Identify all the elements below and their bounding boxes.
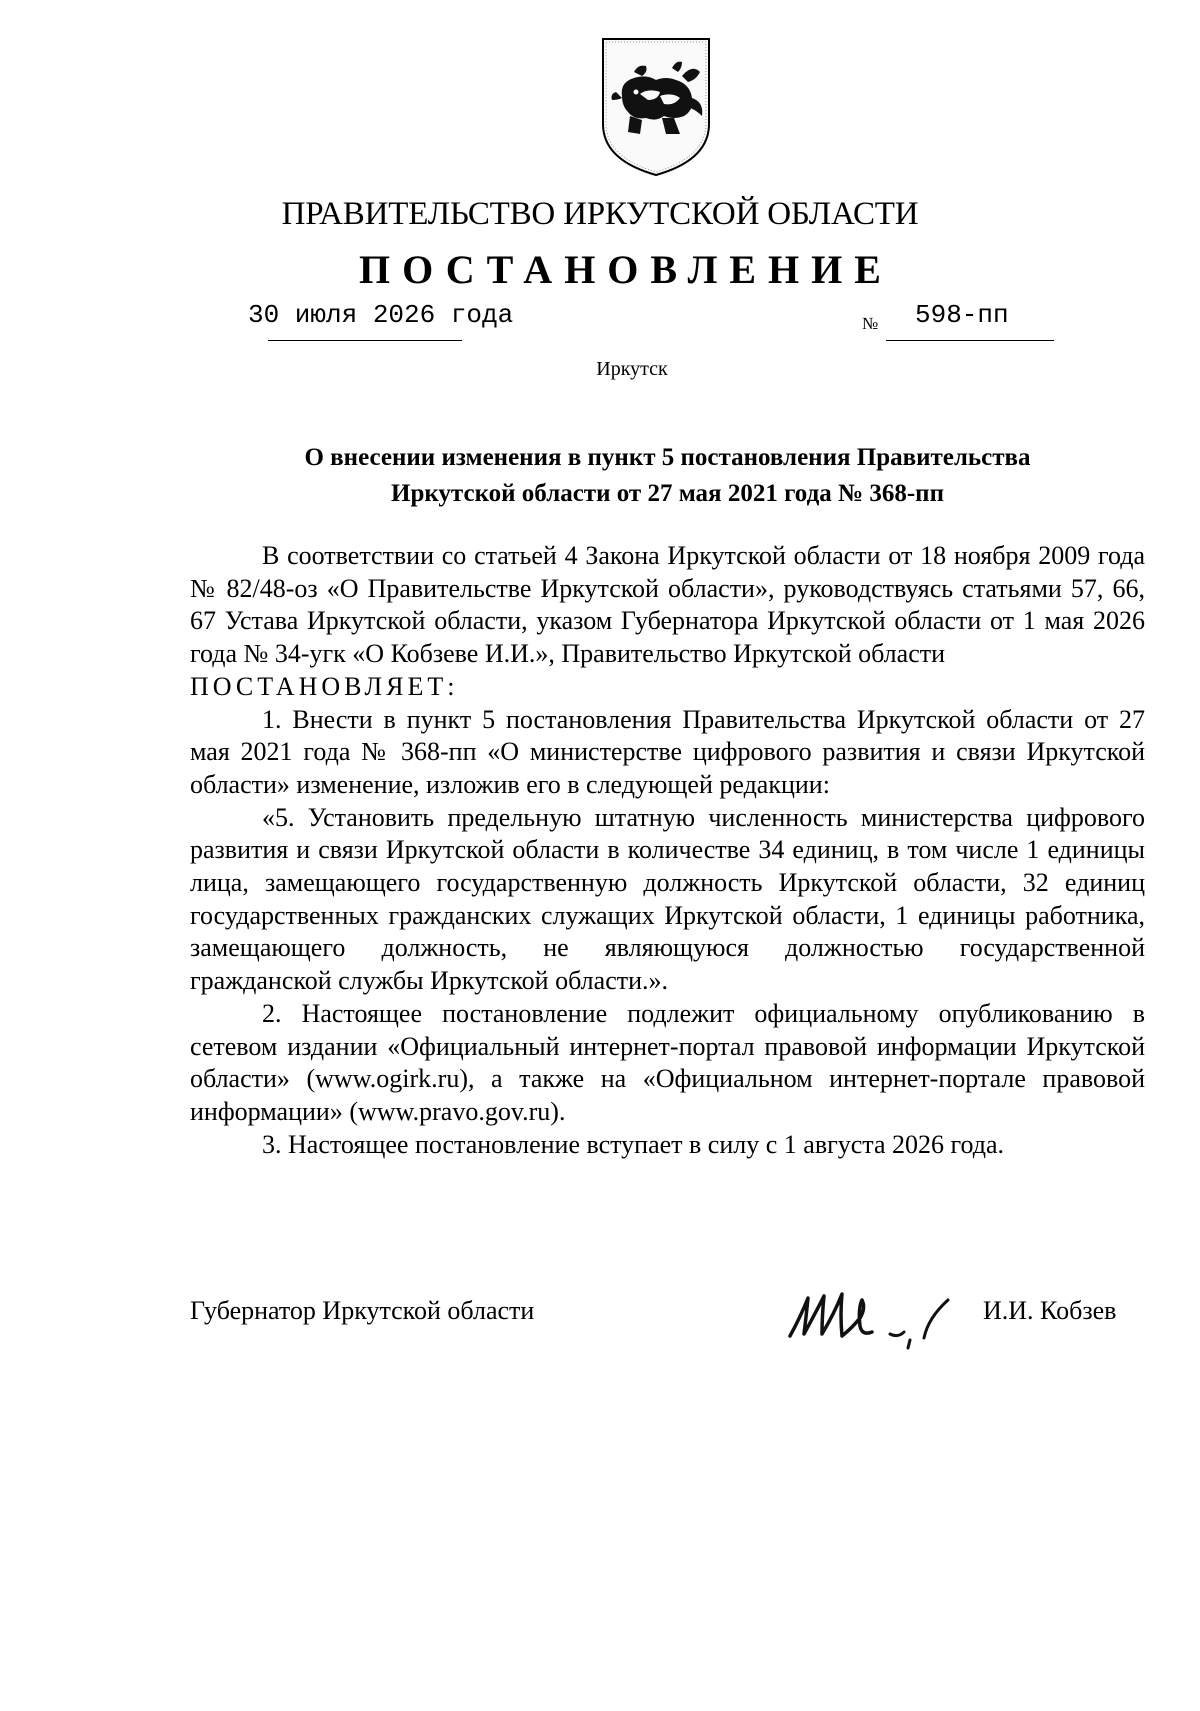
document-subject	[190, 440, 1145, 512]
signatory-name: И.И. Кобзев	[983, 1296, 1117, 1325]
date-underline	[268, 340, 462, 341]
subject-line-2: Иркутской области от 27 мая 2021 года № 368-пп	[391, 480, 944, 507]
document-body	[190, 540, 1145, 1161]
preamble-paragraph: В соответствии со статьей 4 Закона Иркутской области от 18 ноября 2009 года № 82/48-оз «О Правительстве Иркутской области», руководствуясь статьями 57, 66, 67 Устава Иркутской области, указом Губернатора Иркутской области от 1 мая 2026 года № 34-угк «О Кобзеве И.И.», Правительство Иркутской области	[190, 541, 1145, 669]
organization-name: ПРАВИТЕЛЬСТВО ИРКУТСКОЙ ОБЛАСТИ	[281, 196, 919, 232]
document-type: ПОСТАНОВЛЕНИЕ	[359, 247, 893, 292]
item-2-paragraph: 2. Настоящее постановление подлежит официальному опубликованию в сетевом издании «Официальный интернет-портал правовой информации Иркутской области» (www.ogirk.ru), а также на «Официальном интернет-портале правовой информации» (www.pravo.gov.ru).	[190, 998, 1145, 1126]
item-1-paragraph: 1. Внести в пункт 5 постановления Правительства Иркутской области от 27 мая 2021 года № 368-пп «О министерстве цифрового развития и связи Иркутской области» изменение, изложив его в следующей редакции:	[190, 704, 1145, 799]
resolve-heading: ПОСТАНОВЛЯЕТ:	[190, 671, 459, 701]
document-number: 598-пп	[915, 300, 1009, 330]
subject-line-1: О внесении изменения в пункт 5 постановления Правительства	[304, 444, 1031, 471]
item-3-paragraph: 3. Настоящее постановление вступает в силу с 1 августа 2026 года.	[262, 1129, 1005, 1159]
number-underline	[886, 340, 1054, 341]
irkutsk-coat-of-arms-icon	[600, 36, 712, 178]
city-name: Иркутск	[596, 358, 668, 380]
document-date: 30 июля 2026 года	[248, 300, 514, 330]
number-sign: №	[862, 314, 879, 333]
signatory-position: Губернатор Иркутской области	[190, 1296, 535, 1325]
handwritten-signature	[782, 1278, 962, 1358]
item-1-quote-paragraph: «5. Установить предельную штатную численность министерства цифрового развития и связи Иркутской области в количестве 34 единиц, в том числе 1 единицы лица, замещающего государственную должность Иркутской области, 32 единиц государственных гражданских служащих Иркутской области, 1 единицы работника, замещающего должность, не являющуюся должностью государственной гражданской службы Иркутской области.».	[190, 802, 1145, 996]
